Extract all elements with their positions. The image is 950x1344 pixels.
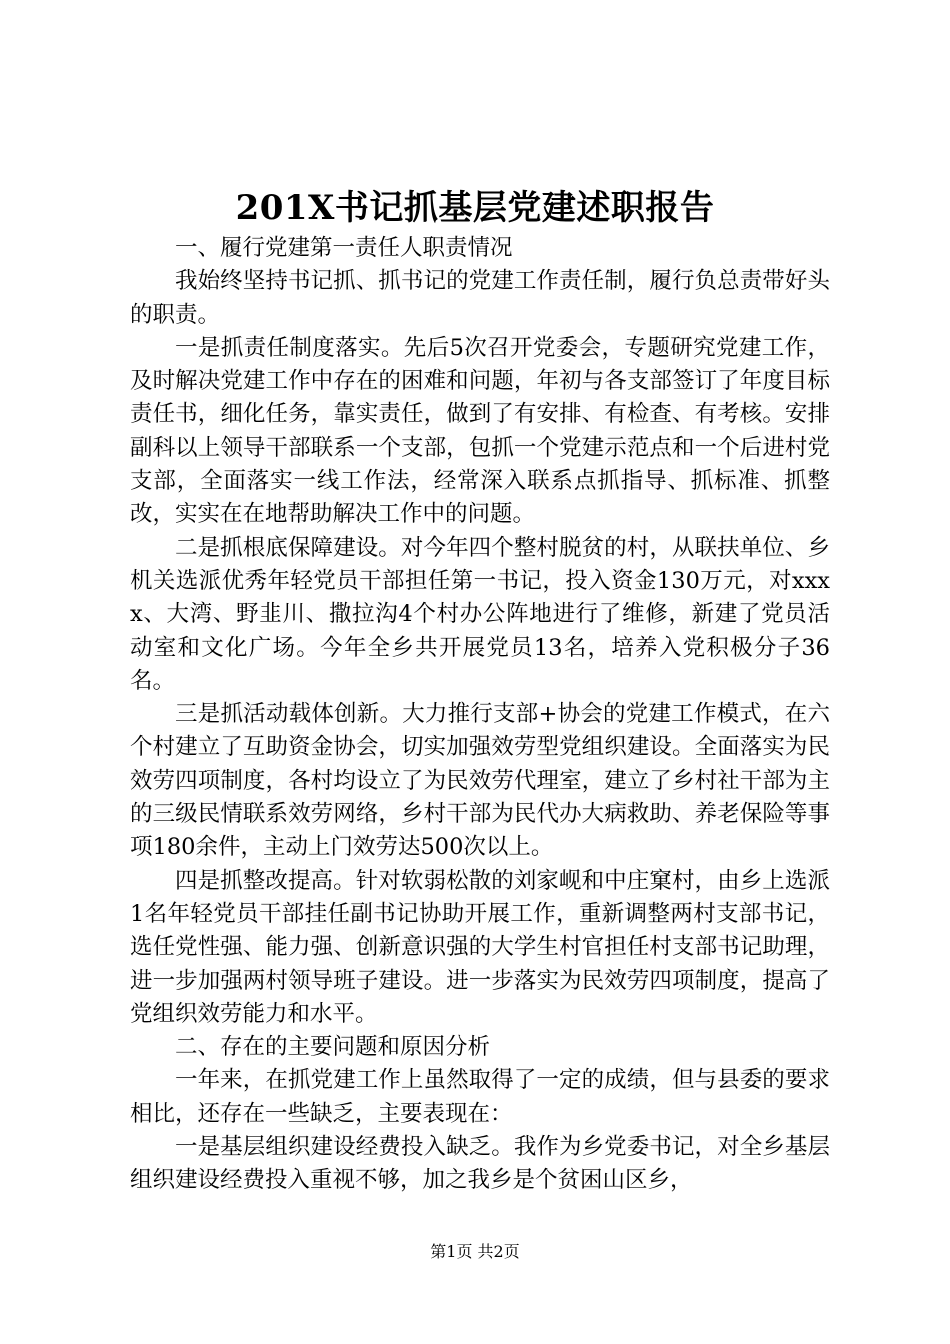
paragraph: 我始终坚持书记抓、抓书记的党建工作责任制，履行负总责带好头的职责。	[130, 268, 830, 328]
document-body	[130, 232, 830, 1198]
paragraph: 四是抓整改提高。针对软弱松散的刘家岘和中庄窠村，由乡上选派1名年轻党员干部挂任副书记协助开展工作，重新调整两村支部书记，选任党性强、能力强、创新意识强的大学生村官担任村支部书记助理，进一步加强两村领导班子建设。进一步落实为民效劳四项制度，提高了党组织效劳能力和水平。	[130, 867, 830, 1027]
section-heading-2: 二、存在的主要问题和原因分析	[175, 1034, 491, 1061]
paragraph: 一年来，在抓党建工作上虽然取得了一定的成绩，但与县委的要求相比，还存在一些缺乏，主要表现在：	[130, 1067, 830, 1127]
paragraph: 二是抓根底保障建设。对今年四个整村脱贫的村，从联扶单位、乡机关选派优秀年轻党员干部担任第一书记，投入资金130万元，对xxxx、大湾、野韭川、撒拉沟4个村办公阵地进行了维修，新建了党员活动室和文化广场。今年全乡共开展党员13名，培养入党积极分子36名。	[130, 534, 830, 694]
paragraph: 一是基层组织建设经费投入缺乏。我作为乡党委书记，对全乡基层组织建设经费投入重视不够，加之我乡是个贫困山区乡，	[130, 1134, 830, 1194]
page-footer: 第1页 共2页	[430, 1242, 520, 1261]
section-heading-1: 一、履行党建第一责任人职责情况	[175, 235, 513, 261]
paragraph: 一是抓责任制度落实。先后5次召开党委会，专题研究党建工作，及时解决党建工作中存在的困难和问题，年初与各支部签订了年度目标责任书，细化任务，靠实责任，做到了有安排、有检查、有考核。安排副科以上领导干部联系一个支部，包抓一个党建示范点和一个后进村党支部，全面落实一线工作法，经常深入联系点抓指导、抓标准、抓整改，实实在在地帮助解决工作中的问题。	[130, 334, 830, 528]
document-title: 201X书记抓基层党建述职报告	[235, 188, 715, 228]
paragraph: 三是抓活动载体创新。大力推行支部+协会的党建工作模式，在六个村建立了互助资金协会，切实加强效劳型党组织建设。全面落实为民效劳四项制度，各村均设立了为民效劳代理室，建立了乡村社干部为主的三级民情联系效劳网络，乡村干部为民代办大病救助、养老保险等事项180余件，主动上门效劳达500次以上。	[130, 701, 830, 861]
